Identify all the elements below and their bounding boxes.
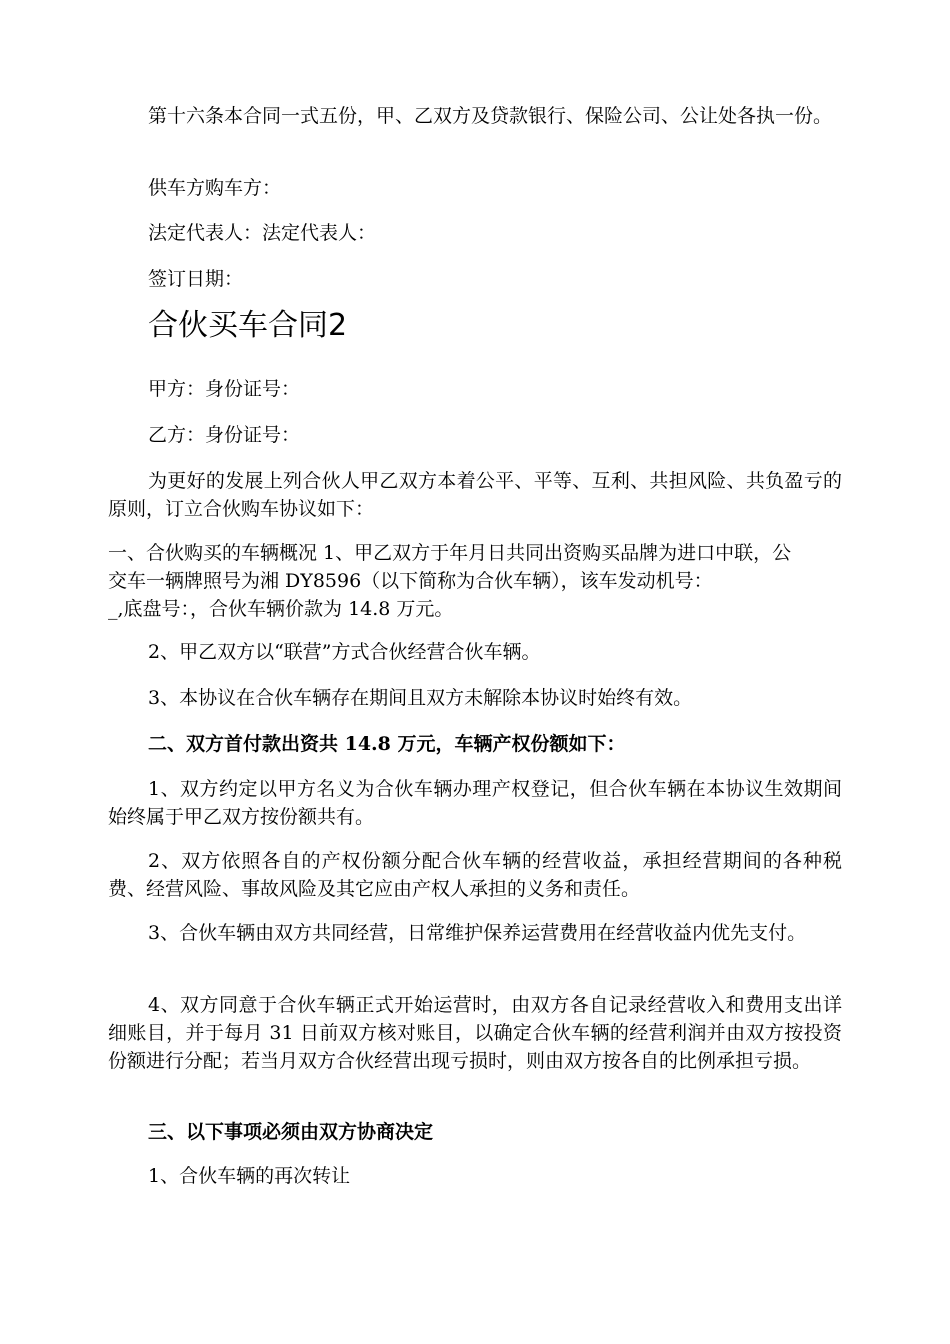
paragraph-supplier-buyer: 供车方购车方： [148, 177, 282, 199]
paragraph-validity: 3、本协议在合伙车辆存在期间且双方未解除本协议时始终有效。 [148, 687, 693, 709]
paragraph-title-registration: 1、双方约定以甲方名义为合伙车辆办理产权登记，但合伙车辆在本协议生效期间始终属于甲乙双方按份额共有。 [108, 778, 842, 828]
paragraph-party-a: 甲方：身份证号： [148, 378, 301, 400]
section-heading-3: 三、以下事项必须由双方协商决定 [148, 1121, 434, 1143]
paragraph-article-16: 第十六条本合同一式五份，甲、乙双方及贷款银行、保险公司、公让处各执一份。 [148, 105, 833, 127]
paragraph-legal-representative: 法定代表人：法定代表人： [148, 222, 377, 244]
vehicle-overview-line-1: 一、合伙购买的车辆概况 1、甲乙双方于年月日共同出资购买品牌为进口中联，公 [108, 542, 792, 564]
paragraph-signing-date: 签订日期： [148, 268, 244, 290]
paragraph-joint-operation: 2、甲乙双方以“联营”方式合伙经营合伙车辆。 [148, 641, 541, 663]
paragraph-accounting: 4、双方同意于合伙车辆正式开始运营时，由双方各自记录经营收入和费用支出详细账目，并于每月 31 日前双方核对账目，以确定合伙车辆的经营利润并由双方按投资份额进行分配；若当月双方合伙经营出现亏损时，则由双方按各自的比例承担亏损。 [108, 994, 842, 1072]
vehicle-overview-line-2: 交车一辆牌照号为湘 DY8596（以下简称为合伙车辆），该车发动机号： [108, 570, 713, 592]
paragraph-party-b: 乙方：身份证号： [148, 424, 301, 446]
paragraph-vehicle-overview [108, 539, 842, 623]
paragraph-maintenance-costs: 3、合伙车辆由双方共同经营，日常维护保养运营费用在经营收益内优先支付。 [148, 922, 807, 944]
document-title: 合伙买车合同2 [148, 308, 348, 343]
section-heading-2: 二、双方首付款出资共 14.8 万元，车辆产权份额如下： [148, 733, 626, 755]
paragraph-preamble: 为更好的发展上列合伙人甲乙双方本着公平、平等、互利、共担风险、共负盈亏的原则，订立合伙购车协议如下： [108, 470, 842, 520]
paragraph-vehicle-transfer: 1、合伙车辆的再次转让 [148, 1165, 351, 1187]
vehicle-overview-line-3: _,底盘号：，合伙车辆价款为 14.8 万元。 [108, 598, 454, 620]
paragraph-income-distribution: 2、双方依照各自的产权份额分配合伙车辆的经营收益，承担经营期间的各种税费、经营风险、事故风险及其它应由产权人承担的义务和责任。 [108, 850, 842, 900]
